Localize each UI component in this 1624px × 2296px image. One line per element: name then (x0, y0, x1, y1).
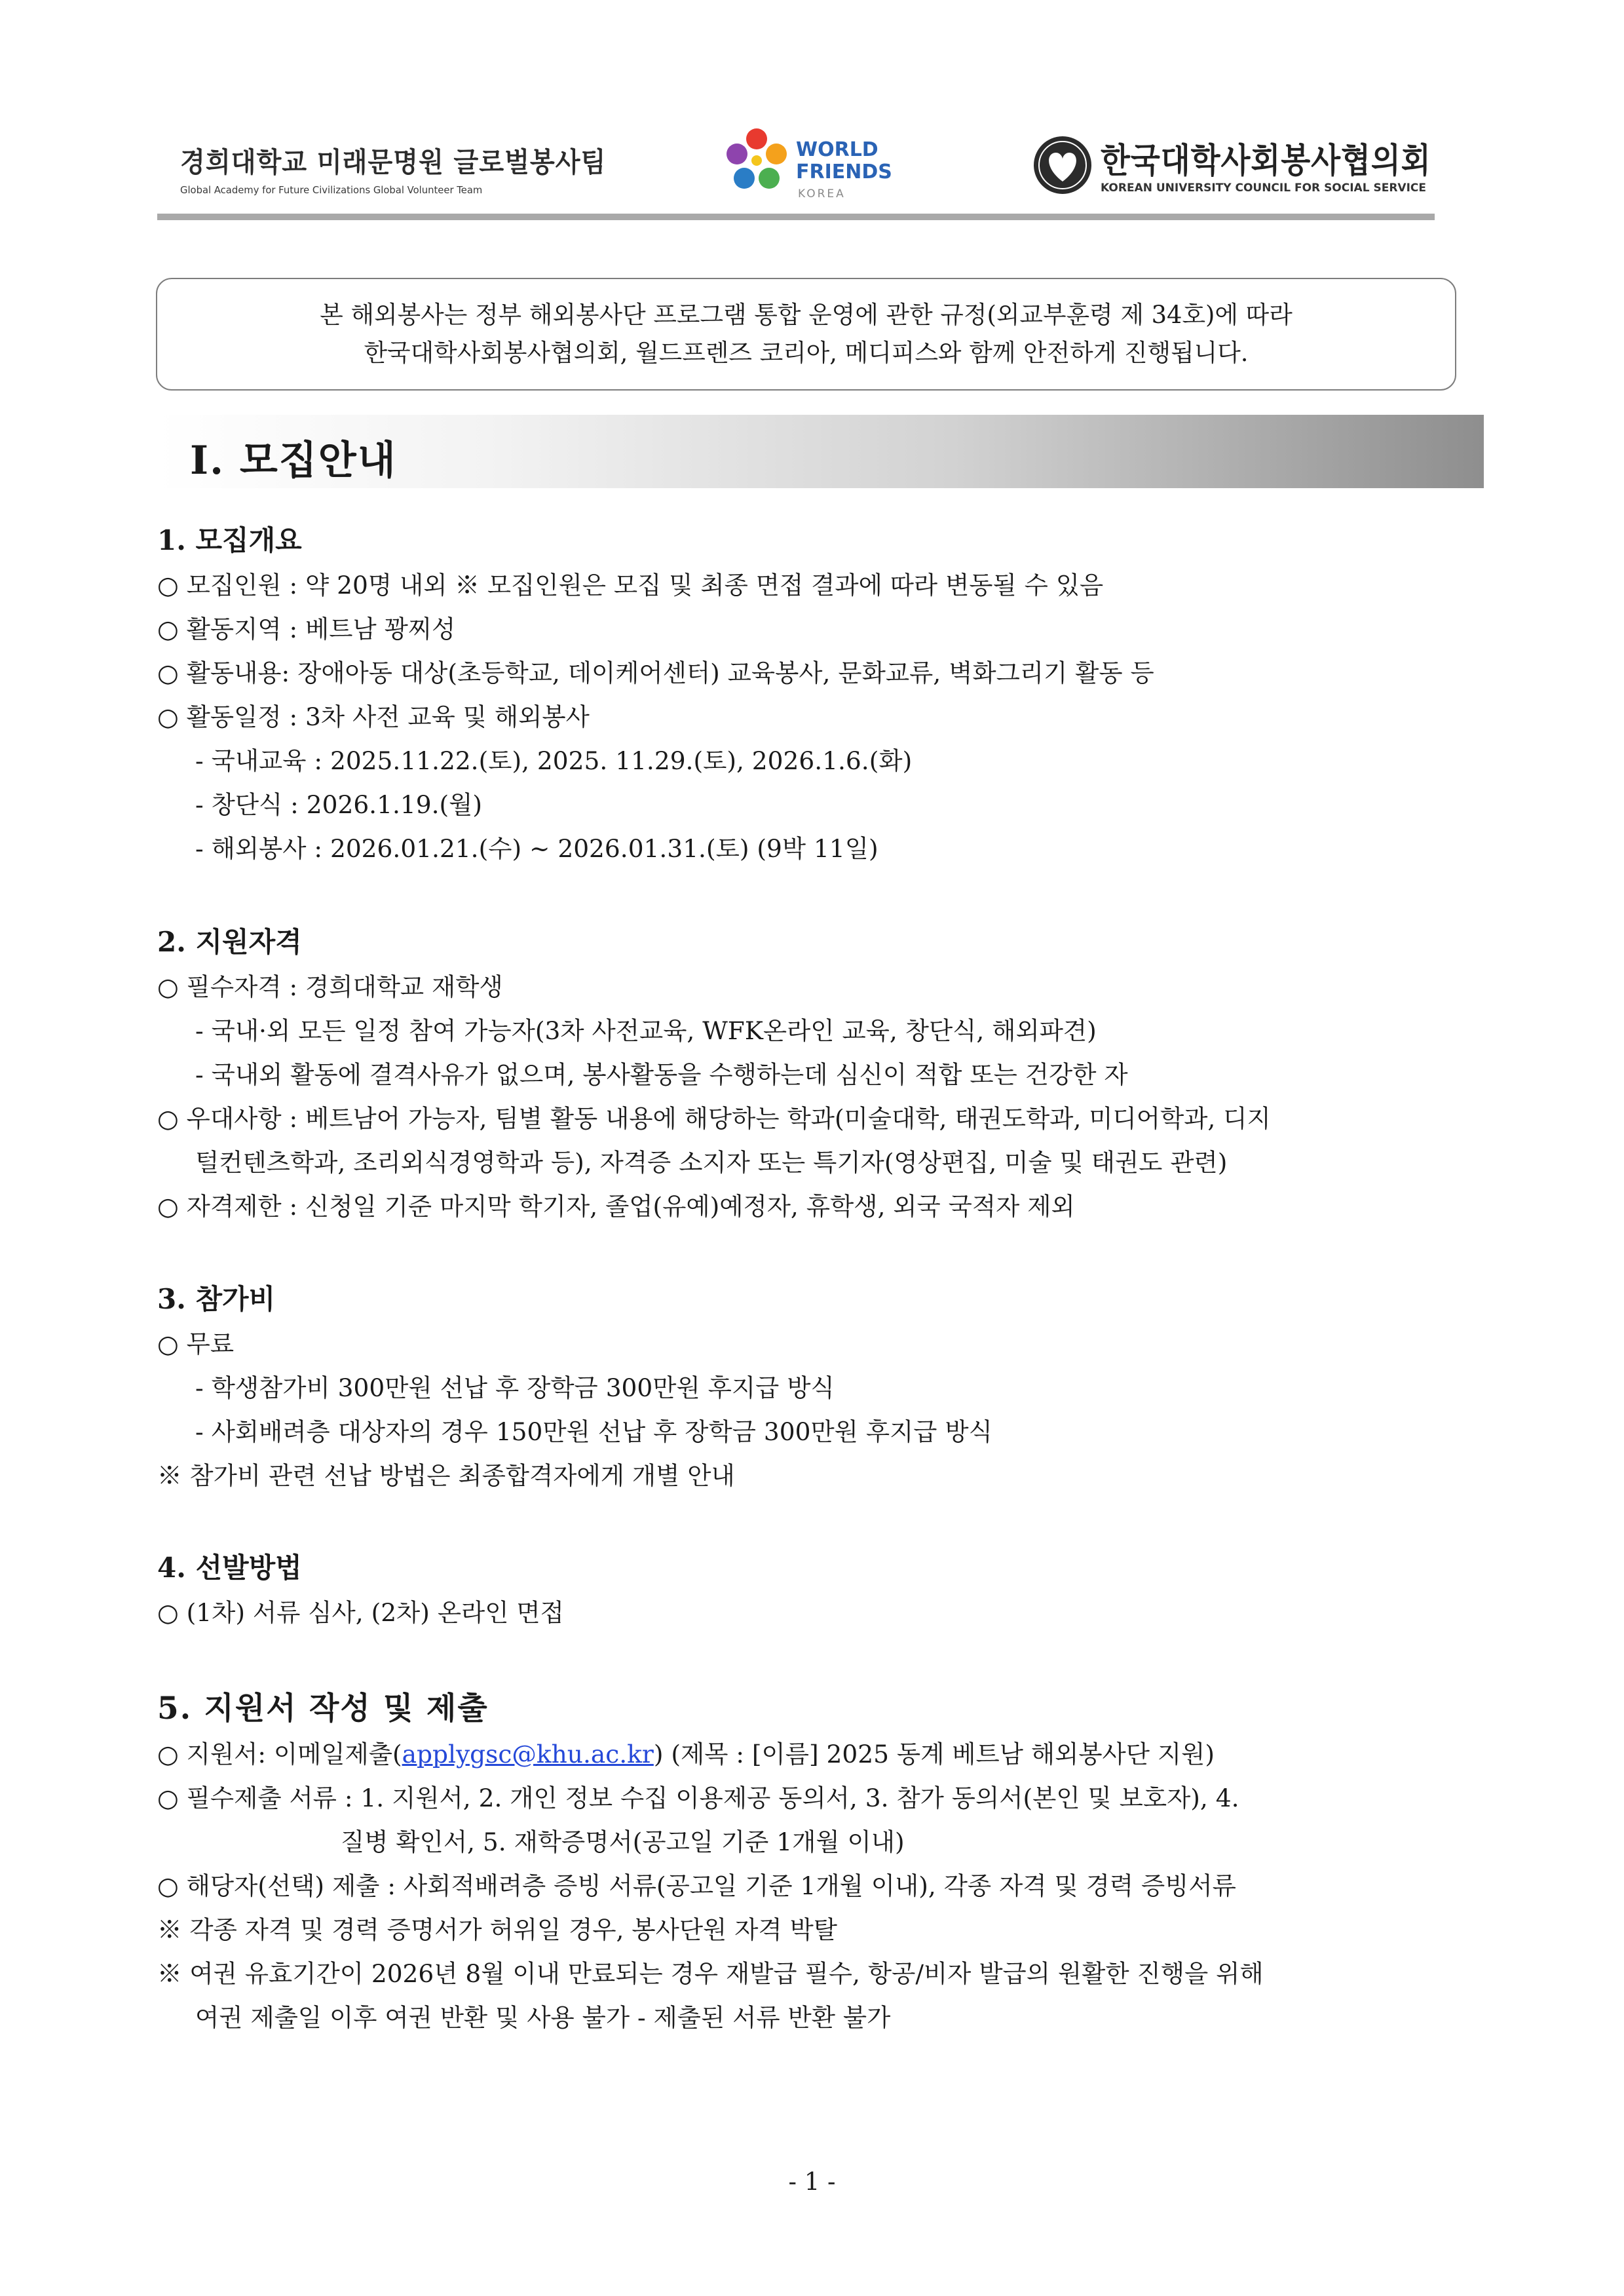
s3-line-1: ○ 무료 (157, 1330, 235, 1358)
world-friends-korea-logo (721, 124, 930, 210)
notice-box (156, 278, 1456, 391)
section-title: Ⅰ. 모집안내 (190, 438, 397, 484)
s5-line-1 (157, 1738, 1215, 1770)
s1-line-6: - 창단식 : 2026.1.19.(월) (195, 790, 482, 819)
world-friends-line1: WORLD (796, 138, 878, 161)
s1-line-7: - 해외봉사 : 2026.01.21.(수) ~ 2026.01.31.(토) (9박 11일) (195, 834, 878, 863)
s4-line-1: ○ (1차) 서류 심사, (2차) 온라인 면접 (157, 1598, 564, 1627)
notice-line-1: 본 해외봉사는 정부 해외봉사단 프로그램 통합 운영에 관한 규정(외교부훈령 제 34호)에 따라 (320, 301, 1293, 329)
s3-line-3: - 사회배려층 대상자의 경우 150만원 선납 후 장학금 300만원 후지급 방식 (195, 1417, 992, 1446)
world-friends-flower-icon (721, 124, 793, 203)
kucss-logo (1032, 128, 1438, 206)
page-number: - 1 - (788, 2168, 836, 2196)
s3-line-2: - 학생참가비 300만원 선납 후 장학금 300만원 후지급 방식 (195, 1373, 835, 1402)
notice-line-2: 한국대학사회봉사협의회, 월드프렌즈 코리아, 메디피스와 함께 안전하게 진행됩니다. (364, 339, 1249, 367)
s1-line-5: - 국내교육 : 2025.11.22.(토), 2025. 11.29.(토), 2026.1.6.(화) (195, 746, 913, 775)
khu-logo-korean: 경희대학교 미래문명원 글로벌봉사팀 (180, 146, 607, 178)
s5-line-5: ※ 각종 자격 및 경력 증명서가 허위일 경우, 봉사단원 자격 박탈 (157, 1915, 838, 1944)
s3-heading: 3. 참가비 (157, 1283, 276, 1315)
s5-line-2: ○ 필수제출 서류 : 1. 지원서, 2. 개인 정보 수집 이용제공 동의서, 3. 참가 동의서(본인 및 보호자), 4. (157, 1784, 1239, 1812)
s5-heading: 5. 지원서 작성 및 제출 (157, 1691, 489, 1727)
header-divider (157, 214, 1435, 220)
s5-line-3: 질병 확인서, 5. 재학증명서(공고일 기준 1개월 이내) (341, 1827, 905, 1856)
section-banner (157, 415, 1484, 488)
s1-line-4: ○ 활동일정 : 3차 사전 교육 및 해외봉사 (157, 702, 590, 731)
s5-line-4: ○ 해당자(선택) 제출 : 사회적배려층 증빙 서류(공고일 기준 1개월 이내), 각종 자격 및 경력 증빙서류 (157, 1871, 1236, 1900)
s3-line-4: ※ 참가비 관련 선납 방법은 최종합격자에게 개별 안내 (157, 1461, 735, 1490)
s2-line-1: ○ 필수자격 : 경희대학교 재학생 (157, 972, 503, 1001)
s5-line-6: ※ 여권 유효기간이 2026년 8월 이내 만료되는 경우 재발급 필수, 항공/비자 발급의 원활한 진행을 위해 (157, 1959, 1264, 1988)
s2-line-5: 털컨텐츠학과, 조리외식경영학과 등), 자격증 소지자 또는 특기자(영상편집, 미술 및 태권도 관련) (195, 1148, 1228, 1177)
s1-line-2: ○ 활동지역 : 베트남 꽝찌성 (157, 615, 456, 643)
s5-line-7: 여권 제출일 이후 여권 반환 및 사용 불가 - 제출된 서류 반환 불가 (195, 2003, 891, 2032)
world-friends-line2: FRIENDS (796, 161, 892, 183)
kucss-logo-english: KOREAN UNIVERSITY COUNCIL FOR SOCIAL SERVICE (1101, 182, 1426, 195)
s4-heading: 4. 선발방법 (157, 1552, 302, 1584)
s2-line-3: - 국내외 활동에 결격사유가 없으며, 봉사활동을 수행하는데 심신이 적합 또는 건강한 자 (195, 1060, 1128, 1089)
kucss-logo-korean: 한국대학사회봉사협의회 (1101, 141, 1431, 181)
world-friends-line3: KOREA (798, 187, 846, 201)
s5-line-1-suffix: ) (제목 : [이름] 2025 동계 베트남 해외봉사단 지원) (653, 1740, 1215, 1769)
s1-line-1: ○ 모집인원 : 약 20명 내외 ※ 모집인원은 모집 및 최종 면접 결과에 따라 변동될 수 있음 (157, 571, 1104, 600)
s2-line-6: ○ 자격제한 : 신청일 기준 마지막 학기자, 졸업(유예)예정자, 휴학생, 외국 국적자 제외 (157, 1192, 1075, 1221)
s5-line-1-prefix: ○ 지원서: 이메일제출( (157, 1740, 402, 1769)
s2-line-4: ○ 우대사항 : 베트남어 가능자, 팀별 활동 내용에 해당하는 학과(미술대학, 태권도학과, 미디어학과, 디지 (157, 1104, 1271, 1133)
s1-line-3: ○ 활동내용: 장애아동 대상(초등학교, 데이케어센터) 교육봉사, 문화교류, 벽화그리기 활동 등 (157, 659, 1154, 687)
khu-global-volunteer-logo (180, 141, 613, 200)
s2-heading: 2. 지원자격 (157, 926, 302, 958)
apply-email-link[interactable]: applygsc@khu.ac.kr (402, 1740, 654, 1769)
s2-line-2: - 국내·외 모든 일정 참여 가능자(3차 사전교육, WFK온라인 교육, 창단식, 해외파견) (195, 1016, 1097, 1045)
kucss-emblem-icon (1032, 134, 1094, 197)
s1-heading: 1. 모집개요 (157, 524, 302, 556)
khu-logo-english: Global Academy for Future Civilizations Global Volunteer Team (180, 184, 483, 196)
